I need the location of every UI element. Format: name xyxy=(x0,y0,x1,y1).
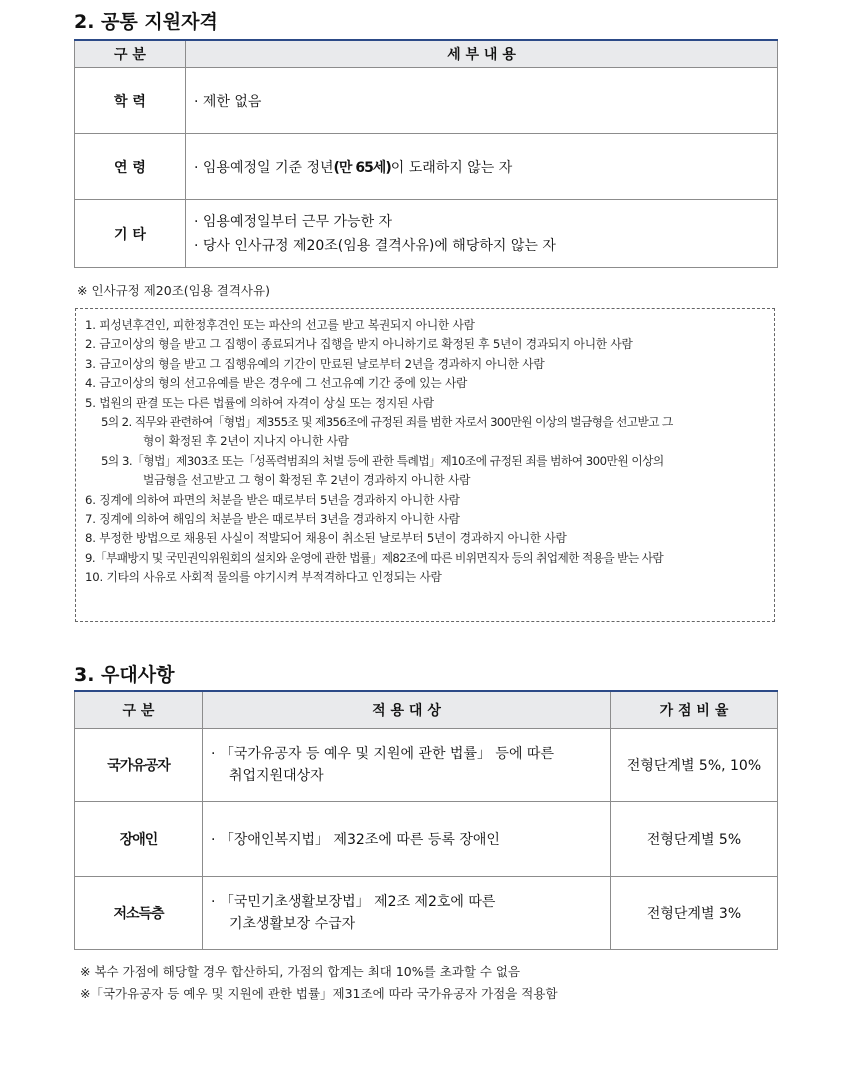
header-details: 세 부 내 용 xyxy=(186,40,778,68)
row-content-veterans xyxy=(203,729,611,802)
table-row-education xyxy=(75,68,778,134)
age-limit-bold: (만 65세) xyxy=(333,159,391,176)
list-item: 5의 3.「형법」제303조 또는「성폭력범죄의 처벌 등에 관한 특례법」제10조에 규정된 죄를 범하여 300만원 이상의 xyxy=(101,453,664,468)
list-item: 4. 금고이상의 형의 선고유예를 받은 경우에 그 선고유예 기간 중에 있는 사람 xyxy=(85,376,468,391)
qualification-table-header xyxy=(75,40,778,68)
list-item: 7. 징계에 의하여 해임의 처분을 받은 때로부터 3년을 경과하지 아니한 사람 xyxy=(85,512,460,527)
content-line: · 「국가유공자 등 예우 및 지원에 관한 법률」 등에 따른 xyxy=(211,746,554,762)
qualification-table xyxy=(74,39,778,268)
row-label-other: 기 타 xyxy=(75,200,186,268)
row-content-disabled xyxy=(203,802,611,877)
row-content-education xyxy=(186,68,778,134)
row-label-disabled: 장애인 xyxy=(75,802,203,877)
content-line xyxy=(194,157,777,177)
row-rate-low-income: 전형단계별 3% xyxy=(611,877,778,950)
content-line: · 당사 인사규정 제20조(임용 결격사유)에 해당하지 않는 자 xyxy=(194,237,556,254)
table-row-veterans xyxy=(75,729,778,802)
header-category: 구 분 xyxy=(75,691,203,729)
age-text-post: 이 도래하지 않는 자 xyxy=(390,159,513,176)
row-label-age: 연 령 xyxy=(75,134,186,200)
section3-title: 3. 우대사항 xyxy=(74,664,175,686)
list-item: 9.「부패방지 및 국민권익위원회의 설치와 운영에 관한 법률」제82조에 따른 비위면직자 등의 취업제한 적용을 받는 사람 xyxy=(85,550,664,565)
row-content-low-income xyxy=(203,877,611,950)
table-row-other xyxy=(75,200,778,268)
list-item: 3. 금고이상의 형을 받고 그 집행유예의 기간이 만료된 날로부터 2년을 경과하지 아니한 사람 xyxy=(85,356,545,371)
list-item: 5. 법원의 판결 또는 다른 법률에 의하여 자격이 상실 또는 정지된 사람 xyxy=(85,395,434,410)
row-label-low-income: 저소득층 xyxy=(75,877,203,950)
content-line: · 제한 없음 xyxy=(194,93,262,110)
list-item: 1. 피성년후견인, 피한정후견인 또는 파산의 선고를 받고 복권되지 아니한 사람 xyxy=(85,318,475,332)
row-rate-disabled: 전형단계별 5% xyxy=(611,802,778,877)
list-item: 5의 2. 직무와 관련하여「형법」제355조 및 제356조에 규정된 죄를 범한 자로서 300만원 이상의 벌금형을 선고받고 그 xyxy=(101,415,673,430)
header-category: 구 분 xyxy=(75,40,186,68)
preference-table xyxy=(74,690,778,950)
content-line-continued: 기초생활보장 수급자 xyxy=(229,916,356,932)
preference-note-2: ※「국가유공자 등 예우 및 지원에 관한 법률」제31조에 따라 국가유공자 가점을 적용함 xyxy=(80,986,558,1001)
list-item: 8. 부정한 방법으로 채용된 사실이 적발되어 채용이 취소된 날로부터 5년이 경과하지 아니한 사람 xyxy=(85,531,567,546)
row-label-education: 학 력 xyxy=(75,68,186,134)
header-target: 적 용 대 상 xyxy=(203,691,611,729)
row-rate-veterans: 전형단계별 5%, 10% xyxy=(611,729,778,802)
section2-title: 2. 공통 지원자격 xyxy=(74,11,218,33)
content-line-continued: 취업지원대상자 xyxy=(229,768,324,784)
content-line: · 「국민기초생활보장법」 제2조 제2호에 따른 xyxy=(211,894,496,910)
row-content-age xyxy=(186,134,778,200)
table-row-low-income xyxy=(75,877,778,950)
list-item: 6. 징계에 의하여 파면의 처분을 받은 때로부터 5년을 경과하지 아니한 사람 xyxy=(85,492,460,507)
preference-note-1: ※ 복수 가점에 해당할 경우 합산하되, 가점의 합계는 최대 10%를 초과할 수 없음 xyxy=(80,964,521,979)
table-row-age xyxy=(75,134,778,200)
age-text-pre: · 임용예정일 기준 정년 xyxy=(194,159,334,176)
list-item: 2. 금고이상의 형을 받고 그 집행이 종료되거나 집행을 받지 아니하기로 확정된 후 5년이 경과되지 아니한 사람 xyxy=(85,337,633,352)
list-item-continued: 벌금형을 선고받고 그 형이 확정된 후 2년이 경과하지 아니한 사람 xyxy=(143,473,471,488)
row-label-veterans: 국가유공자 xyxy=(75,729,203,802)
content-line: · 임용예정일부터 근무 가능한 자 xyxy=(194,213,393,230)
disqualification-box xyxy=(75,308,775,622)
disqualification-note: ※ 인사규정 제20조(임용 결격사유) xyxy=(77,283,270,298)
preference-table-header xyxy=(75,691,778,729)
list-item: 10. 기타의 사유로 사회적 물의를 야기시켜 부적격하다고 인정되는 사람 xyxy=(85,570,442,585)
header-bonus-rate: 가 점 비 율 xyxy=(611,691,778,729)
content-line: · 「장애인복지법」 제32조에 따른 등록 장애인 xyxy=(211,832,500,848)
table-row-disabled xyxy=(75,802,778,877)
list-item-continued: 형이 확정된 후 2년이 지나지 아니한 사람 xyxy=(143,434,349,449)
row-content-other xyxy=(186,200,778,268)
